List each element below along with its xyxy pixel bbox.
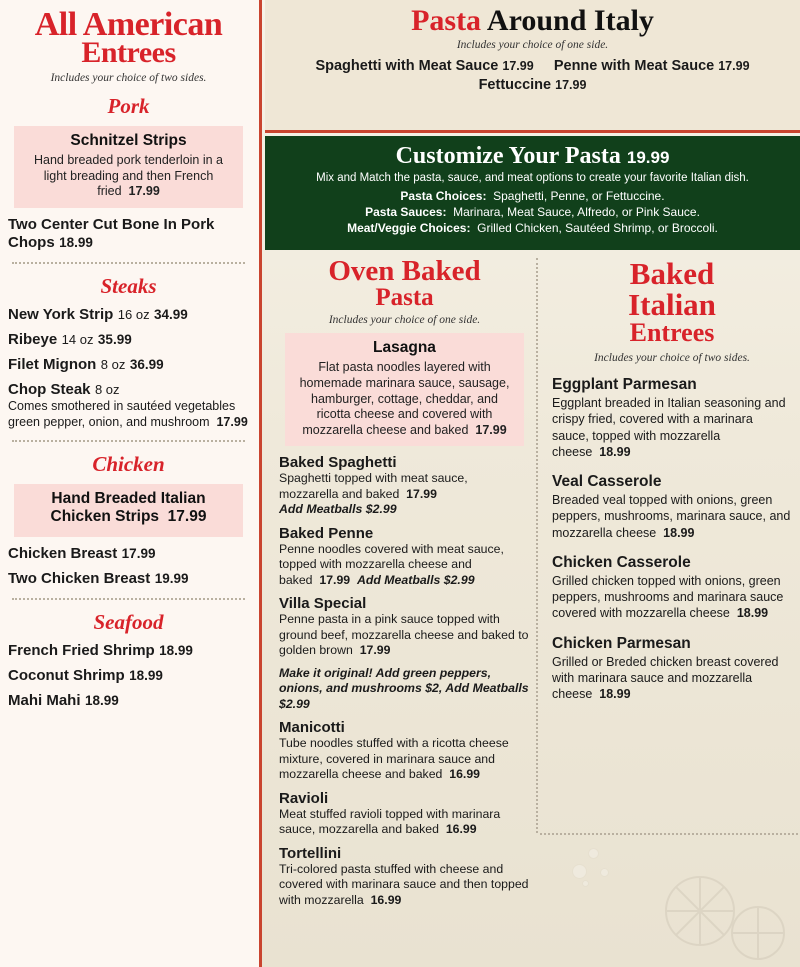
item-desc: Penne pasta in a pink sauce topped with ground beef, mozzarella cheese and baked to golden brown 17.99 (279, 612, 529, 658)
item-price: 34.99 (154, 306, 188, 322)
item-name: Tortellini (279, 844, 342, 862)
item-desc: Meat stuffed ravioli topped with marinara sauce, mozzarella and baked 16.99 (279, 806, 501, 837)
value: Marinara, Meat Sauce, Alfredo, or Pink Sauce. (453, 205, 700, 219)
highlight-price: 17.99 (128, 184, 160, 199)
menu-item-baked-spaghetti (279, 454, 530, 517)
baked-italian-title-line2: Italian (628, 287, 716, 322)
pasta-title-red: Pasta (411, 4, 482, 37)
item-desc: Grilled or Breded chicken breast covered with marinara sauce and mozzarella cheese 18.99 (552, 654, 779, 701)
highlight-lasagna (285, 333, 524, 446)
item-name: French Fried Shrimp (8, 642, 155, 660)
item-desc: Comes smothered in sautéed vegetables green pepper, onion, and mushroom 17.99 (8, 398, 248, 429)
item-name: Eggplant Parmesan (552, 376, 697, 393)
item-desc: Breaded veal topped with onions, green peppers, mushrooms, marinara sauce, and mozzarella cheese 18.99 (552, 493, 791, 540)
highlight-price: 17.99 (475, 422, 507, 437)
section-heading-seafood: Seafood (93, 610, 164, 635)
item-name: Baked Penne (279, 524, 374, 542)
item-name: Coconut Shrimp (8, 667, 125, 685)
customize-intro: Mix and Match the pasta, sauce, and meat options to create your favorite Italian dish. (316, 172, 749, 184)
item-name: Chop Steak (8, 380, 91, 398)
oven-baked-pasta-column (265, 0, 540, 967)
item-name: Baked Spaghetti (279, 454, 397, 472)
item-name: Fettuccine (478, 77, 552, 93)
item-desc: Tri-colored pasta stuffed with cheese and covered with marinara sauce and then topped with mozzarella 16.99 (279, 861, 529, 907)
highlight-name: Lasagna (373, 339, 436, 357)
oven-baked-title (279, 255, 530, 311)
item-price: 17.99 (502, 59, 534, 73)
menu-item-coconut-shrimp (8, 667, 249, 685)
item-desc: Tube noodles stuffed with a ricotta cheese mixture, covered in marinara sauce and mozzarella cheese and baked 16.99 (279, 736, 509, 782)
menu-item-new-york-strip (8, 306, 249, 324)
highlight-desc: Hand breaded pork tenderloin in a light breading and then French fried 17.99 (33, 153, 224, 199)
item-desc: Eggplant breaded in Italian seasoning and crispy fried, covered with a marinara sauce, topped with mozzarella cheese 18.99 (552, 396, 786, 459)
item-size: 8 oz (100, 356, 126, 372)
item-price: 18.99 (59, 234, 93, 250)
item-price: 17.99 (216, 414, 248, 429)
pasta-around-italy-subtitle: Includes your choice of one side. (456, 39, 609, 51)
all-american-title-line2: Entrees (81, 36, 176, 69)
item-price: 18.99 (736, 606, 769, 621)
item-name: Villa Special (279, 595, 367, 613)
item-size: 14 oz (61, 331, 94, 347)
item-price: 17.99 (121, 546, 156, 562)
customize-title: Customize Your Pasta 19.99 (395, 143, 670, 169)
menu-item-manicotti (279, 719, 530, 782)
item-price: 16.99 (370, 892, 402, 907)
highlight-italian-chicken-strips (14, 484, 243, 537)
item-name: Two Chicken Breast (8, 570, 151, 588)
item-price: 18.99 (599, 687, 631, 701)
item-addon: Add Meatballs $2.99 (356, 572, 475, 587)
baked-italian-title-line1: Baked (629, 256, 715, 291)
section-heading-steaks: Steaks (100, 273, 157, 298)
value: Grilled Chicken, Sautéed Shrimp, or Broccoli. (477, 221, 718, 235)
highlight-price: 17.99 (167, 508, 207, 526)
baked-italian-entrees-column (540, 0, 800, 967)
oven-baked-title-line1: Oven Baked (328, 255, 481, 287)
customize-price: 19.99 (626, 148, 670, 167)
label: Pasta Choices: (400, 189, 487, 203)
item-name: Chicken Parmesan (552, 634, 691, 652)
section-heading-chicken: Chicken (92, 452, 165, 477)
all-american-title-line1: All American (34, 6, 223, 43)
pasta-title-black: Around Italy (486, 4, 654, 37)
vertical-divider (536, 258, 538, 833)
item-price: 19.99 (154, 571, 189, 587)
all-american-subtitle: Includes your choice of two sides. (50, 72, 207, 84)
menu-item-eggplant-parmesan (552, 376, 792, 460)
item-price: 18.99 (84, 693, 119, 709)
highlight-desc: Flat pasta noodles layered with homemade marinara sauce, sausage, hamburger, cottage, cheddar, and ricotta cheese and covered with mozzarella cheese and baked 17.99 (299, 360, 510, 437)
item-addon: Add Meatballs $2.99 (279, 502, 397, 517)
item-price: 18.99 (599, 444, 631, 459)
all-american-entrees-column (0, 0, 262, 967)
menu-item-ravioli (279, 790, 530, 838)
item-name: Ravioli (279, 789, 329, 807)
item-name: Ribeye (8, 330, 58, 348)
item-desc: Grilled chicken topped with onions, green peppers, mushrooms and marinara sauce covered with mozzarella cheese 18.99 (552, 573, 784, 621)
all-american-title (8, 8, 249, 68)
divider (12, 440, 245, 442)
menu-item-villa-special (279, 595, 530, 658)
menu-item-veal-casserole (552, 473, 792, 541)
baked-italian-title (552, 258, 792, 346)
item-name: Penne with Meat Sauce (553, 58, 715, 74)
item-price: 17.99 (718, 59, 750, 73)
section-heading-pork: Pork (107, 94, 150, 118)
item-name: Mahi Mahi (8, 692, 81, 710)
menu-item-tortellini (279, 845, 530, 908)
item-price: 35.99 (97, 331, 132, 347)
menu-item-pork-chops (8, 216, 249, 252)
oven-baked-title-line2: Pasta (375, 283, 434, 311)
highlight-schnitzel-strips (14, 126, 243, 208)
item-name: Chicken Casserole (552, 553, 691, 571)
make-it-original-note: Make it original! Add green peppers, onions, and mushrooms $2, Add Meatballs $2.99 (279, 665, 529, 711)
item-price: 17.99 (406, 486, 437, 501)
highlight-name: Hand Breaded Italian Chicken Strips 17.99 (50, 490, 207, 526)
item-name: Manicotti (279, 719, 345, 737)
menu-item-chop-steak (8, 381, 249, 430)
label: Pasta Sauces: (365, 205, 447, 219)
menu-item-chicken-casserole (552, 554, 792, 622)
item-name: Veal Casserole (552, 473, 662, 490)
item-name: Chicken Breast (8, 545, 118, 563)
item-price: 16.99 (445, 822, 477, 837)
item-desc: Penne noodles covered with meat sauce, topped with mozzarella cheese and baked 17.99 Add Meatballs $2.99 (279, 541, 504, 587)
divider (12, 262, 245, 264)
label: Meat/Veggie Choices: (347, 221, 471, 235)
baked-italian-title-line3: Entrees (629, 318, 715, 347)
menu-item-baked-penne (279, 525, 530, 588)
menu-item-french-fried-shrimp (8, 642, 249, 660)
item-name: New York Strip (8, 305, 114, 323)
highlight-name: Schnitzel Strips (70, 132, 187, 149)
value: Spaghetti, Penne, or Fettuccine. (493, 189, 665, 203)
item-price: 18.99 (663, 525, 695, 540)
oven-baked-subtitle: Includes your choice of one side. (328, 314, 481, 327)
item-price: 18.99 (159, 643, 193, 659)
item-price: 16.99 (449, 767, 481, 782)
item-price: 18.99 (129, 668, 163, 684)
item-name: Filet Mignon (8, 355, 97, 373)
baked-italian-subtitle: Includes your choice of two sides. (594, 352, 750, 364)
item-name: Spaghetti with Meat Sauce (315, 58, 499, 74)
item-price: 17.99 (319, 572, 351, 587)
divider (12, 598, 245, 600)
item-desc: Spaghetti topped with meat sauce, mozzarella and baked 17.99 Add Meatballs $2.99 (279, 471, 468, 517)
item-size: 16 oz (117, 306, 150, 322)
menu-item-mahi-mahi (8, 692, 249, 710)
item-name: Two Center Cut Bone In Pork Chops (8, 215, 215, 251)
item-price: 17.99 (555, 78, 587, 92)
menu-item-filet-mignon (8, 356, 249, 374)
item-price: 36.99 (129, 356, 164, 372)
menu-item-chicken-breast (8, 545, 249, 563)
item-size: 8 oz (94, 381, 120, 397)
menu-item-two-chicken-breast (8, 570, 249, 588)
menu-item-ribeye (8, 331, 249, 349)
item-price: 17.99 (359, 643, 391, 658)
menu-item-chicken-parmesan (552, 635, 792, 703)
